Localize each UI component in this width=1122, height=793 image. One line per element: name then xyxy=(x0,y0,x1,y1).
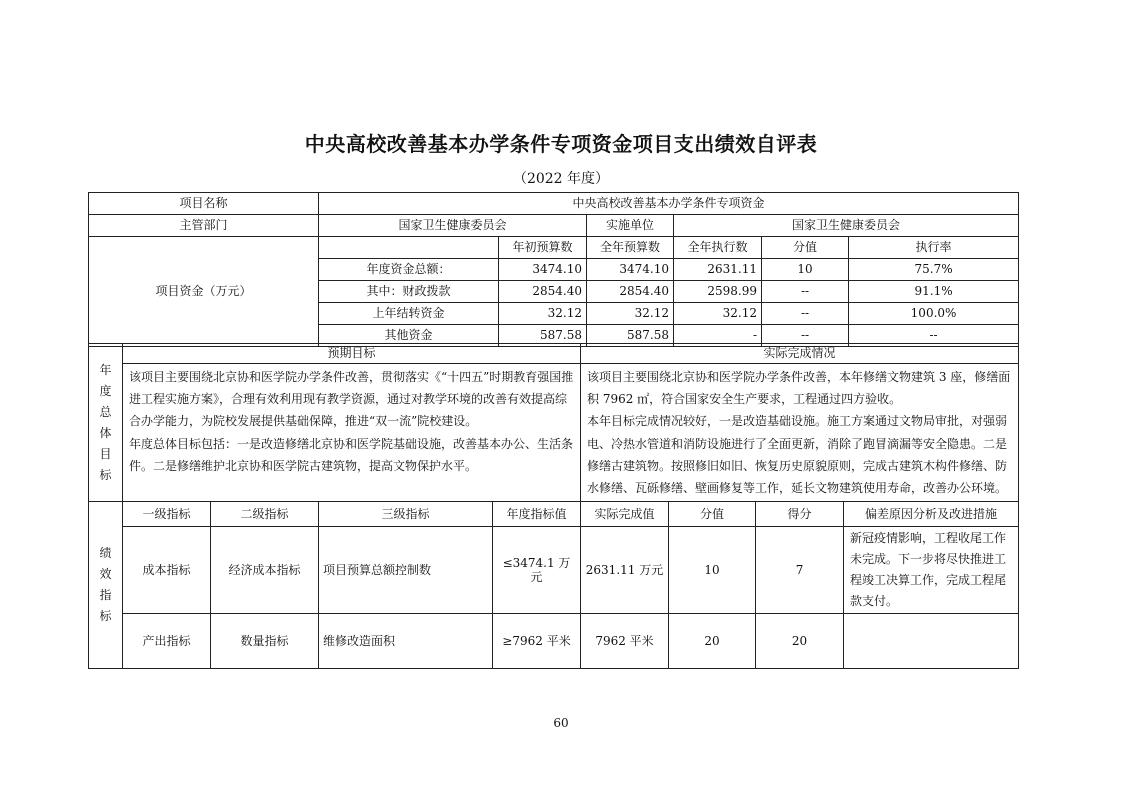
indicator-target: ≥7962 平米 xyxy=(493,614,581,669)
funds-cell: 91.1% xyxy=(849,281,1019,303)
indicator-header: 偏差原因分析及改进措施 xyxy=(844,502,1019,527)
project-name-value: 中央高校改善基本办学条件专项资金 xyxy=(319,193,1019,215)
indicator-reason xyxy=(844,614,1019,669)
indicator-row xyxy=(89,527,1019,614)
funds-row-label: 年度资金总额： xyxy=(319,259,499,281)
goals-side-label xyxy=(89,344,123,502)
indicator-header: 年度指标值 xyxy=(493,502,581,527)
unit-value: 国家卫生健康委员会 xyxy=(674,215,1019,237)
expected-paragraph: 年度总体目标包括：一是改造修缮北京协和医学院基础设施，改善基本办公、生活条件。二是修缮维护北京协和医学院古建筑物，提高文物保护水平。 xyxy=(129,436,574,473)
indicator-row xyxy=(89,614,1019,669)
funds-cell: 3474.10 xyxy=(587,259,674,281)
funds-header: 全年执行数 xyxy=(674,237,762,259)
indicator-actual: 2631.11 万元 xyxy=(581,527,669,614)
indicator-header: 分值 xyxy=(669,502,756,527)
indicator-level2: 数量指标 xyxy=(211,614,319,669)
indicator-score-value: 20 xyxy=(669,614,756,669)
funds-row-label: 其中：财政拨款 xyxy=(319,281,499,303)
funds-header-row xyxy=(89,237,1019,259)
dept-value: 国家卫生健康委员会 xyxy=(319,215,587,237)
indicator-level2: 经济成本指标 xyxy=(211,527,319,614)
indicator-reason: 新冠疫情影响，工程收尾工作未完成。下一步将尽快推进工程竣工决算工作，完成工程尾款支付。 xyxy=(844,527,1019,614)
actual-paragraph: 本年目标完成情况较好，一是改造基础设施。施工方案通过文物局审批，对强弱电、冷热水管道和消防设施进行了全面更新，消除了跑冒滴漏等安全隐患。二是修缮古建筑物。按照修旧如旧、恢复历史原貌原则，完成古建筑木构件修缮、防水修缮、瓦砾修缮、壁画修复等工作，延长文物建筑使用寿命，改善办公环境。 xyxy=(587,414,1008,495)
goals-content-row xyxy=(89,364,1019,502)
year-subtitle: （2022 年度） xyxy=(512,171,610,187)
indicator-score-value: 10 xyxy=(669,527,756,614)
funds-cell: 2631.11 xyxy=(674,259,762,281)
funds-header: 全年预算数 xyxy=(587,237,674,259)
project-name-row xyxy=(89,193,1019,215)
funds-header: 执行率 xyxy=(849,237,1019,259)
dept-label: 主管部门 xyxy=(89,215,319,237)
funds-cell: 3474.10 xyxy=(499,259,587,281)
indicator-header: 三级指标 xyxy=(319,502,493,527)
expected-paragraph: 该项目主要围绕北京协和医学院办学条件改善，贯彻落实《“十四五”时期教育强国推进工程实施方案》，合理有效利用现有教学资源，通过对教学环境的改善有效提高综合办学能力，为院校发展提供基础保障，推进“双一流”院校建设。 xyxy=(129,370,574,429)
indicators-side-label xyxy=(89,502,123,669)
expected-header: 预期目标 xyxy=(123,344,581,364)
funds-row-label: 其他资金 xyxy=(319,325,499,347)
unit-label: 实施单位 xyxy=(587,215,674,237)
goals-header-row xyxy=(89,344,1019,364)
funds-row-label: 上年结转资金 xyxy=(319,303,499,325)
expected-goals xyxy=(123,364,581,502)
indicator-header: 得分 xyxy=(756,502,844,527)
goals-indicators-table xyxy=(88,343,1019,669)
indicator-header: 一级指标 xyxy=(123,502,211,527)
indicator-level3: 维修改造面积 xyxy=(319,614,493,669)
indicator-level1: 产出指标 xyxy=(123,614,211,669)
indicator-level1: 成本指标 xyxy=(123,527,211,614)
indicator-level3: 项目预算总额控制数 xyxy=(319,527,493,614)
indicator-actual: 7962 平米 xyxy=(581,614,669,669)
funds-cell: -- xyxy=(849,325,1019,347)
dept-row xyxy=(89,215,1019,237)
indicator-header: 实际完成值 xyxy=(581,502,669,527)
actual-paragraph: 该项目主要围绕北京协和医学院办学条件改善，本年修缮文物建筑 3 座，修缮面积 7962 ㎡，符合国家安全生产要求，工程通过四方验收。 xyxy=(587,370,1011,407)
funds-cell: 2598.99 xyxy=(674,281,762,303)
indicator-score: 7 xyxy=(756,527,844,614)
funds-cell: 587.58 xyxy=(499,325,587,347)
funds-cell: 587.58 xyxy=(587,325,674,347)
funds-cell: 2854.40 xyxy=(587,281,674,303)
actual-results xyxy=(581,364,1019,502)
funds-cell: -- xyxy=(762,325,849,347)
actual-header: 实际完成情况 xyxy=(581,344,1019,364)
funds-blank-header xyxy=(319,237,499,259)
funds-cell: 75.7% xyxy=(849,259,1019,281)
funds-cell: 10 xyxy=(762,259,849,281)
funds-cell: 2854.40 xyxy=(499,281,587,303)
funds-cell: - xyxy=(674,325,762,347)
indicators-side-text: 绩效指标 xyxy=(99,546,112,624)
goals-side-text: 年度总体目标 xyxy=(99,362,112,482)
funds-header: 年初预算数 xyxy=(499,237,587,259)
indicators-header-row xyxy=(89,502,1019,527)
funds-cell: -- xyxy=(762,281,849,303)
funds-cell: 100.0% xyxy=(849,303,1019,325)
funds-cell: 32.12 xyxy=(587,303,674,325)
funds-header: 分值 xyxy=(762,237,849,259)
indicator-score: 20 xyxy=(756,614,844,669)
funds-label: 项目资金（万元） xyxy=(89,237,319,347)
indicator-target: ≤3474.1 万元 xyxy=(493,527,581,614)
project-name-label: 项目名称 xyxy=(89,193,319,215)
funds-cell: 32.12 xyxy=(674,303,762,325)
funds-cell: 32.12 xyxy=(499,303,587,325)
funds-cell: -- xyxy=(762,303,849,325)
page-title: 中央高校改善基本办学条件专项资金项目支出绩效自评表 xyxy=(304,132,818,156)
indicator-header: 二级指标 xyxy=(211,502,319,527)
page-number: 60 xyxy=(553,716,569,730)
evaluation-table xyxy=(88,192,1019,347)
